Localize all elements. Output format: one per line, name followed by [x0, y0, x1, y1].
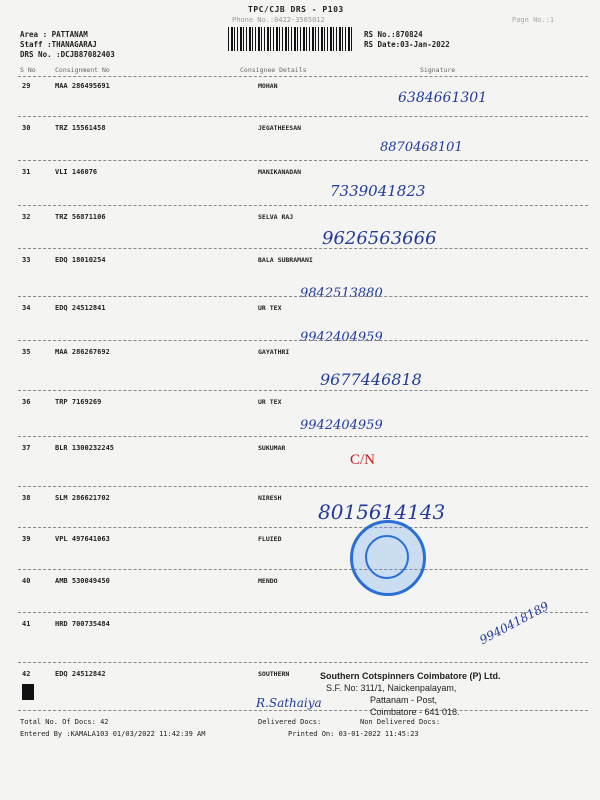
row-consignee-name: MENDO: [258, 577, 278, 585]
row-consignment-number: SLM 286621702: [55, 494, 110, 502]
row-signature: 6384661301: [398, 90, 488, 106]
row-serial-number: 33: [22, 256, 31, 264]
row-signature: 9626563666: [322, 228, 437, 249]
row-consignee-name: GAYATHRI: [258, 348, 290, 356]
company-name: Southern Cotspinners Coimbatore (P) Ltd.: [320, 671, 501, 681]
row-serial-number: 32: [22, 213, 31, 221]
row-consignee-name: UR TEX: [258, 398, 282, 406]
row-consignment-number: TRZ 15561458: [55, 124, 106, 132]
row-consignment-number: VLI 146076: [55, 168, 98, 176]
row-serial-number: 37: [22, 444, 31, 452]
table-row: [0, 168, 600, 188]
row-consignee-name: NIRESH: [258, 494, 282, 502]
row-divider: [18, 662, 588, 663]
row-serial-number: 30: [22, 124, 31, 132]
sheet-title: TPC/CJB DRS - P103: [248, 5, 344, 14]
row-consignment-number: EDQ 24512841: [55, 304, 106, 312]
row-signature: R.Sathaiya: [256, 696, 322, 710]
row-serial-number: 41: [22, 620, 31, 628]
row-consignee-name: MOHAN: [258, 82, 278, 90]
row-divider: [18, 436, 588, 437]
table-row: [0, 304, 600, 324]
row-signature: 7339041823: [330, 182, 426, 200]
row-consignee-name: SUKUMAR: [258, 444, 286, 452]
printed-on: Printed On: 03-01-2022 11:45:23: [288, 730, 419, 738]
row-serial-number: 38: [22, 494, 31, 502]
row-consignment-number: TRP 7169269: [55, 398, 102, 406]
row-consignment-number: MAA 286495691: [55, 82, 110, 90]
row-consignment-number: EDQ 18010254: [55, 256, 106, 264]
row-divider: [18, 296, 588, 297]
row-signature: 9842513880: [300, 286, 383, 301]
table-row: [0, 348, 600, 368]
row-divider: [18, 160, 588, 161]
row-consignment-number: MAA 286267692: [55, 348, 110, 356]
table-row: [0, 670, 600, 690]
non-delivered-docs: Non Delivered Docs:: [360, 718, 441, 726]
row-divider: [18, 390, 588, 391]
delivered-docs: Delivered Docs:: [258, 718, 322, 726]
table-row: [0, 256, 600, 276]
row-serial-number: 36: [22, 398, 31, 406]
row-divider: [18, 710, 588, 711]
page-number: Page No.:1: [512, 16, 555, 24]
table-row: [0, 124, 600, 144]
row-signature: 9942404959: [300, 418, 383, 433]
row-consignee-name: UR TEX: [258, 304, 282, 312]
company-address-3: Coimbatore - 641 016.: [370, 707, 460, 717]
row-consignee-name: MANIKANADAN: [258, 168, 302, 176]
row-divider: [18, 527, 588, 528]
row-consignment-number: AMB 530049450: [55, 577, 110, 585]
row-signature: 9677446818: [320, 370, 422, 389]
row-divider: [18, 569, 588, 570]
total-docs: Total No. Of Docs: 42: [20, 718, 109, 726]
col-signature: Signature: [420, 66, 456, 74]
table-row: [0, 577, 600, 597]
entered-by: Entered By :KAMALA103 01/03/2022 11:42:39 AM: [20, 730, 206, 738]
rs-number: RS No.:870824: [364, 30, 423, 39]
row-serial-number: 31: [22, 168, 31, 176]
col-consignment: Consignment No: [55, 66, 110, 74]
company-address-2: Pattanam - Post,: [370, 695, 438, 705]
row-consignee-name: BALA SUBRAMANI: [258, 256, 313, 264]
rs-date: RS Date:03-Jan-2022: [364, 40, 450, 49]
area-field: Area : PATTANAM: [20, 30, 88, 39]
row-signature: 9940418189: [477, 598, 552, 648]
row-consignment-number: EDQ 24512842: [55, 670, 106, 678]
cn-mark: C/N: [350, 452, 376, 468]
row-signature: 8870468101: [380, 140, 463, 155]
col-sno: S No: [20, 66, 36, 74]
row-consignee-name: SOUTHERN: [258, 670, 290, 678]
row-consignment-number: VPL 497641063: [55, 535, 110, 543]
table-row: [0, 444, 600, 464]
row-serial-number: 39: [22, 535, 31, 543]
row-serial-number: 35: [22, 348, 31, 356]
header-divider: [18, 76, 588, 77]
row-consignment-number: BLR 1300232245: [55, 444, 115, 452]
row-signature: 9942404959: [300, 330, 383, 345]
row-serial-number: 40: [22, 577, 31, 585]
row-divider: [18, 340, 588, 341]
row-consignee-name: SELVA RAJ: [258, 213, 294, 221]
row-divider: [18, 116, 588, 117]
row-signature: 8015614143: [318, 500, 446, 524]
punch-mark: [22, 684, 34, 700]
phone-number: Phone No.:0422-3505012: [232, 16, 325, 24]
row-serial-number: 34: [22, 304, 31, 312]
barcode-image: [228, 27, 354, 51]
row-consignment-number: HRD 700735484: [55, 620, 110, 628]
drs-number: DRS No. :DCJB87082403: [20, 50, 115, 59]
row-consignee-name: FLUIED: [258, 535, 282, 543]
company-address-stamp: [320, 670, 501, 718]
company-address-1: S.F. No: 311/1, Naickenpalayam,: [326, 683, 457, 693]
row-consignee-name: JEGATHEESAN: [258, 124, 302, 132]
row-divider: [18, 612, 588, 613]
table-row: [0, 535, 600, 555]
row-serial-number: 29: [22, 82, 31, 90]
company-seal-stamp: [350, 520, 426, 596]
row-divider: [18, 248, 588, 249]
row-divider: [18, 486, 588, 487]
table-row: [0, 398, 600, 418]
row-divider: [18, 205, 588, 206]
row-serial-number: 42: [22, 670, 31, 678]
row-consignment-number: TRZ 56871106: [55, 213, 106, 221]
table-row: [0, 82, 600, 102]
table-row: [0, 494, 600, 514]
table-row: [0, 213, 600, 233]
col-consignee: Consignee Details: [240, 66, 307, 74]
staff-field: Staff :THANAGARAJ: [20, 40, 97, 49]
